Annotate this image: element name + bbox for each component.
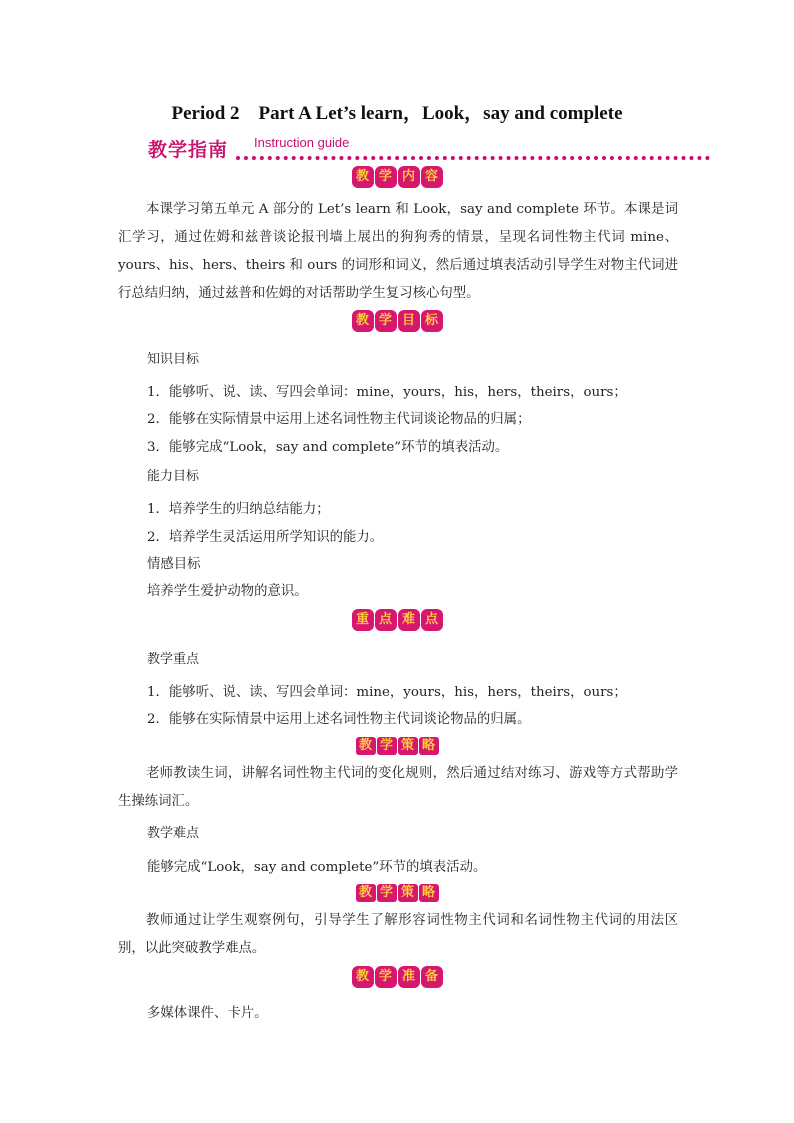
badge-char: 学 <box>375 310 397 332</box>
badge-char: 目 <box>398 310 420 332</box>
badge-char: 学 <box>375 166 397 188</box>
preparation-text: 多媒体课件、卡片。 <box>147 1006 268 1021</box>
badge-teaching-goals <box>0 310 794 332</box>
badge-char: 教 <box>356 737 376 755</box>
emotion-goal-text: 培养学生爱护动物的意识。 <box>147 584 308 599</box>
badge-char: 学 <box>375 966 397 988</box>
guide-subheading: Instruction guide <box>254 135 350 150</box>
guide-heading: 教学指南 <box>148 139 229 161</box>
strategy-paragraph: 老师教读生词，讲解名词性物主代词的变化规则，然后通过结对练习、游戏等方式帮助学生操练词汇。 <box>118 766 678 809</box>
content-paragraph: 本课学习第五单元 A 部分的 Let’s learn 和 Look，say and complete 环节。本课是词汇学习，通过佐姆和兹普谈论报刊墙上展出的狗狗秀的情景，呈现名词性物主代词 mine、yours、his、hers、theirs 和 ours 的词形和词义，然后通过填表活动引导学生对物主代词进行总结归纳，通过兹普和佐姆的对话帮助学生复习核心句型。 <box>118 202 678 301</box>
strategy-paragraph: 教师通过让学生观察例句，引导学生了解形容词性物主代词和名词性物主代词的用法区别，以此突破教学难点。 <box>118 913 678 956</box>
badge-char: 略 <box>419 884 439 902</box>
badge-char: 策 <box>398 884 418 902</box>
badge-char: 教 <box>356 884 376 902</box>
badge-teaching-preparation <box>0 966 794 988</box>
focus-item: 2．能够在实际情景中运用上述名词性物主代词谈论物品的归属。 <box>147 712 531 727</box>
ability-goals-heading: 能力目标 <box>147 469 200 484</box>
badge-char: 重 <box>352 609 374 631</box>
badge-char: 学 <box>377 737 397 755</box>
badge-char: 点 <box>375 609 397 631</box>
badge-char: 点 <box>421 609 443 631</box>
badge-char: 略 <box>419 737 439 755</box>
badge-char: 难 <box>398 609 420 631</box>
badge-char: 教 <box>352 966 374 988</box>
badge-char: 内 <box>398 166 420 188</box>
badge-teaching-strategy <box>0 737 794 755</box>
badge-char: 学 <box>377 884 397 902</box>
difficulty-text: 能够完成“Look，say and complete”环节的填表活动。 <box>147 860 487 875</box>
focus-heading: 教学重点 <box>147 652 200 667</box>
badge-char: 教 <box>352 166 374 188</box>
focus-item: 1．能够听、说、读、写四会单词：mine，yours，his，hers，theirs，ours； <box>147 685 627 700</box>
badge-key-difficult <box>0 609 794 631</box>
knowledge-goal-item: 1．能够听、说、读、写四会单词：mine，yours，his，hers，theirs，ours； <box>147 385 627 400</box>
badge-teaching-strategy <box>0 884 794 902</box>
lesson-title: Period 2 Part A Let’s learn，Look，say and complete <box>171 103 623 124</box>
badge-char: 标 <box>421 310 443 332</box>
knowledge-goals-heading: 知识目标 <box>147 352 200 367</box>
badge-char: 策 <box>398 737 418 755</box>
dotted-divider <box>236 152 710 160</box>
badge-char: 教 <box>352 310 374 332</box>
badge-char: 准 <box>398 966 420 988</box>
emotion-goals-heading: 情感目标 <box>147 557 201 572</box>
badge-char: 容 <box>421 166 443 188</box>
ability-goal-item: 1．培养学生的归纳总结能力； <box>147 502 330 517</box>
badge-char: 备 <box>421 966 443 988</box>
knowledge-goal-item: 2．能够在实际情景中运用上述名词性物主代词谈论物品的归属； <box>147 412 531 427</box>
ability-goal-item: 2．培养学生灵活运用所学知识的能力。 <box>147 530 384 545</box>
knowledge-goal-item: 3．能够完成“Look，say and complete”环节的填表活动。 <box>147 440 509 455</box>
badge-teaching-content <box>0 166 794 188</box>
difficulty-heading: 教学难点 <box>147 826 200 841</box>
